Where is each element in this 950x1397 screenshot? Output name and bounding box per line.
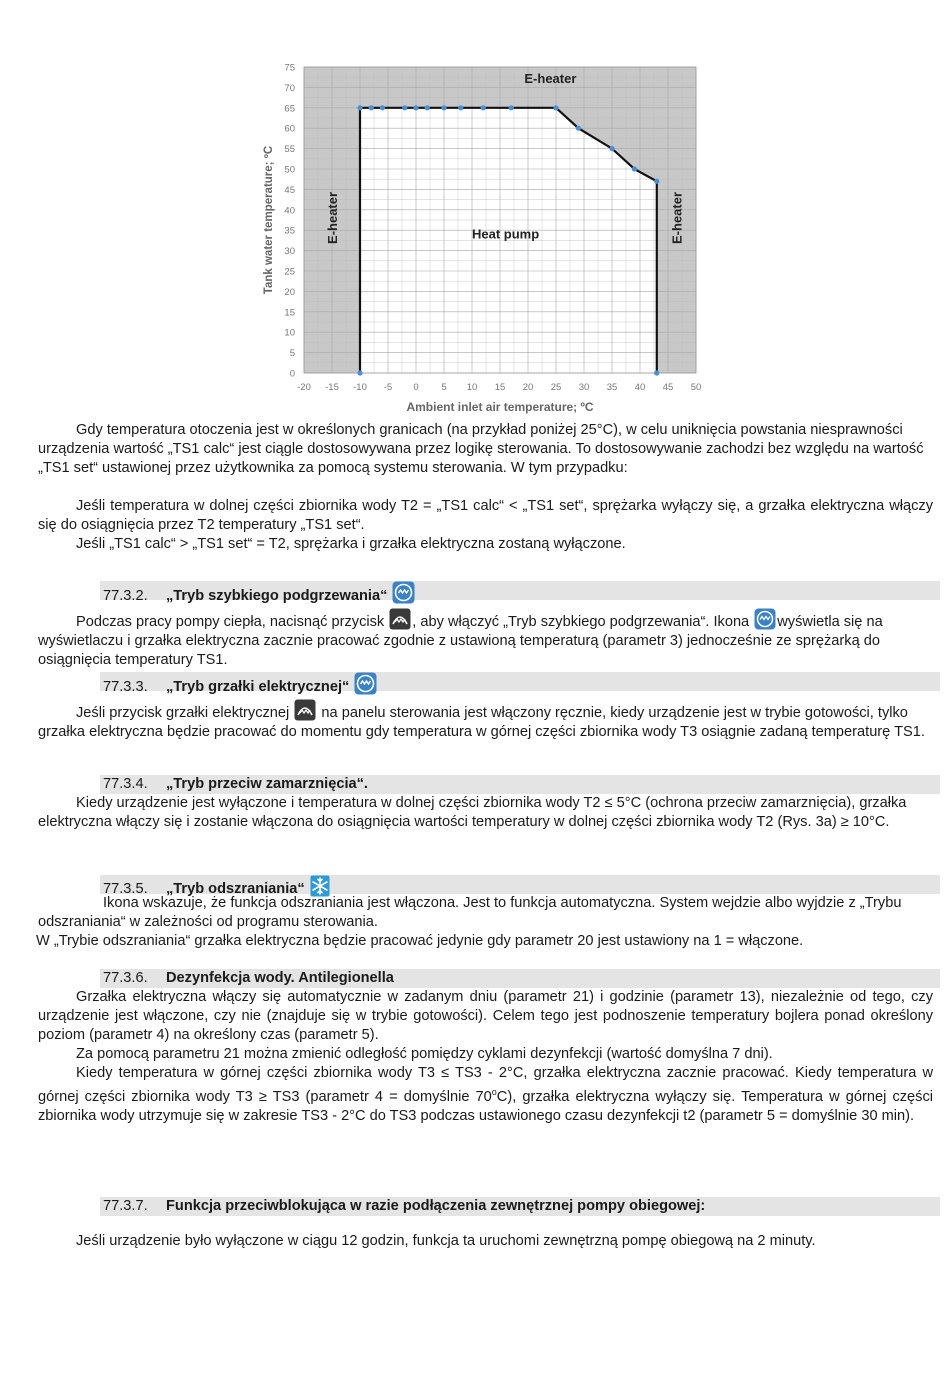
section-number: 77.3.3. — [103, 679, 148, 695]
annotation-e-heater-right: E-heater — [669, 191, 685, 244]
section-number: 77.3.5. — [103, 881, 148, 897]
x-tick-label: 10 — [466, 382, 478, 393]
section-heading-77-3-6 — [103, 969, 394, 988]
data-point — [509, 105, 514, 110]
data-point — [441, 105, 446, 110]
x-tick-label: 25 — [550, 382, 562, 393]
y-tick-label: 35 — [284, 225, 295, 237]
data-point — [357, 105, 362, 110]
annotation-e-heater-left: E-heater — [325, 191, 340, 244]
case-1-paragraph: Jeśli temperatura w dolnej części zbiornika wody T2 = „TS1 calc“ < „TS1 set“, sprężarka wyłączy się, a grzałka elektryczna włączy się do osiągnięcia przez T2 temperatury „TS1 set“. — [38, 498, 933, 533]
fast-heating-button-icon — [389, 608, 411, 630]
fast-heating-display-icon — [754, 608, 776, 630]
y-tick-label: 25 — [284, 266, 295, 278]
section-heading-77-3-4 — [103, 775, 368, 794]
x-tick-label: 35 — [606, 382, 618, 393]
antiblock-paragraph: Jeśli urządzenie było wyłączone w ciągu 12 godzin, funkcja ta uruchomi zewnętrzną pompę obiegową na 2 minuty. — [76, 1233, 816, 1249]
data-point — [369, 105, 374, 110]
electric-heater-icon — [354, 672, 377, 695]
y-tick-label: 55 — [284, 144, 295, 156]
section-number: 77.3.2. — [103, 588, 148, 604]
operating-range-chart — [250, 55, 720, 420]
y-tick-label: 50 — [284, 164, 295, 176]
y-tick-label: 70 — [284, 82, 295, 94]
case-2-paragraph: Jeśli „TS1 calc“ > „TS1 set“ = T2, sprężarka i grzałka elektryczna zostaną wyłączone. — [76, 536, 626, 552]
y-tick-label: 0 — [289, 368, 295, 380]
y-tick-label: 75 — [284, 62, 295, 74]
x-tick-label: 40 — [634, 382, 646, 393]
x-tick-label: 0 — [413, 382, 419, 393]
x-tick-label: 50 — [690, 382, 702, 393]
section-title: „Tryb odszraniania“ — [166, 881, 305, 897]
disinfection-paragraph-2: Za pomocą parametru 21 można zmienić odległość pomiędzy cyklami dezynfekcji (wartość domyślna 7 dni). — [76, 1046, 773, 1062]
annotation-e-heater-top: E-heater — [524, 71, 577, 87]
data-point — [654, 370, 659, 375]
data-point — [380, 105, 385, 110]
data-point — [481, 105, 486, 110]
x-tick-label: -10 — [353, 382, 367, 393]
x-tick-label: -15 — [325, 382, 339, 393]
data-point — [576, 126, 581, 131]
section-heading-77-3-2 — [103, 581, 416, 604]
section-title: Dezynfekcja wody. Antilegionella — [166, 970, 394, 986]
y-tick-label: 60 — [284, 123, 295, 135]
section-heading-77-3-3 — [103, 672, 378, 695]
data-point — [609, 146, 614, 151]
y-tick-label: 30 — [284, 246, 295, 258]
x-tick-label: 15 — [494, 382, 506, 393]
section-title: „Tryb szybkiego podgrzewania“ — [166, 588, 388, 604]
intro-paragraph: Gdy temperatura otoczenia jest w określonych granicach (na przykład poniżej 25°C), w celu uniknięcia powstania niesprawności urządzenia wartość „TS1 calc“ jest ciągle dostosowywana przez logikę sterowania. To dostosowywanie zachodzi bez względu na wartość „TS1 set“ ustawionej przez użytkownika za pomocą systemu sterowania. W tym przypadku: — [38, 422, 924, 476]
heater-button-icon — [294, 699, 316, 721]
y-axis-label: Tank water temperature; ºC — [263, 145, 275, 295]
disinfection-paragraph-1: Grzałka elektryczna włączy się automatycznie w zadanym dniu (parametr 21) i godzinie (parametr 13), niezależnie od tego, czy urządzenie jest włączone, czy nie (znajduje się w trybie gotowości). Celem tego jest podnoszenie temperatury bojlera ponad określony poziom (parametr 4) na określony czas (parametr 5). — [38, 989, 933, 1043]
section-title: Funkcja przeciwblokująca w razie podłączenia zewnętrznej pompy obiegowej: — [166, 1198, 706, 1214]
section-title: „Tryb przeciw zamarznięcia“. — [166, 776, 368, 792]
x-tick-label: -20 — [297, 382, 311, 393]
y-tick-label: 10 — [284, 327, 295, 339]
data-point — [425, 105, 430, 110]
section-heading-77-3-5 — [103, 875, 331, 897]
x-tick-label: 5 — [441, 382, 447, 393]
x-tick-label: 20 — [522, 382, 534, 393]
data-point — [654, 179, 659, 184]
section-number: 77.3.6. — [103, 970, 148, 986]
data-point — [458, 105, 463, 110]
y-tick-label: 20 — [284, 286, 295, 298]
x-tick-label: 45 — [662, 382, 674, 393]
fast-heating-paragraph: Podczas pracy pompy ciepła, nacisnąć przycisk , aby włączyć „Tryb szybkiego podgrzewania“. Ikona wyświetla się na wyświetlaczu i grzałka elektryczna zacznie pracować zgodnie z ustawioną temperaturą (parametr 3) jednocześnie ze sprężarką do osiągnięcia temperatury TS1. — [38, 608, 933, 670]
electric-heater-paragraph: Jeśli przycisk grzałki elektrycznej na panelu sterowania jest włączony ręcznie, kiedy urządzenie jest w trybie gotowości, tylko grzałka elektryczna będzie pracować do momentu gdy temperatura w górnej części zbiornika wody T3 osiągnie zadaną temperaturę TS1. — [38, 699, 933, 742]
data-point — [413, 105, 418, 110]
defrost-paragraph-1: Ikona wskazuje, że funkcja odszraniania jest włączona. Jest to funkcja automatyczna. System wejdzie albo wyjdzie z „Trybu odszraniania“ w zależności od programu sterowania. — [38, 895, 902, 930]
data-point — [402, 105, 407, 110]
x-tick-label: -5 — [383, 382, 393, 393]
y-tick-label: 45 — [284, 184, 295, 196]
x-tick-label: 30 — [578, 382, 590, 393]
annotation-heat-pump: Heat pump — [472, 226, 540, 242]
data-point — [553, 105, 558, 110]
x-axis-label: Ambient inlet air temperature; ºC — [406, 400, 594, 414]
section-title: „Tryb grzałki elektrycznej“ — [166, 679, 350, 695]
section-number: 77.3.4. — [103, 776, 148, 792]
defrost-paragraph-2: W „Trybie odszraniania“ grzałka elektryczna będzie pracować jedynie gdy parametr 20 jest ustawiony na 1 = włączone. — [36, 933, 804, 949]
data-point — [632, 166, 637, 171]
data-point — [357, 370, 362, 375]
disinfection-paragraph-3: Kiedy temperatura w górnej części zbiornika wody T3 ≤ TS3 - 2°C, grzałka elektryczna zacznie pracować. Kiedy temperatura w górnej części zbiornika wody T3 ≥ TS3 (parametr 4 = domyślnie 70$^o$C), grzałka elektryczna wyłączy się. Temperatura w górnej części zbiornika wody utrzymuje się w zakresie TS3 - 2°C do TS3 podczas ustawionego czasu dezynfekcji t2 (parametr 5 = domyślnie 30 min). — [38, 1065, 934, 1124]
y-tick-label: 40 — [284, 205, 295, 217]
y-tick-label: 65 — [284, 103, 295, 115]
section-number: 77.3.7. — [103, 1198, 148, 1214]
antifreeze-paragraph: Kiedy urządzenie jest wyłączone i temperatura w dolnej części zbiornika wody T2 ≤ 5°C (ochrona przeciw zamarznięcia), grzałka elektryczna włączy się i zostanie włączona do osiągnięcia wartości temperatury w dolnej części zbiornika wody T2 (Rys. 3a) ≥ 10°C. — [38, 795, 907, 830]
y-tick-label: 5 — [289, 348, 295, 360]
fast-heating-icon — [392, 581, 415, 604]
y-tick-label: 15 — [284, 307, 295, 319]
section-heading-77-3-7 — [103, 1197, 705, 1216]
